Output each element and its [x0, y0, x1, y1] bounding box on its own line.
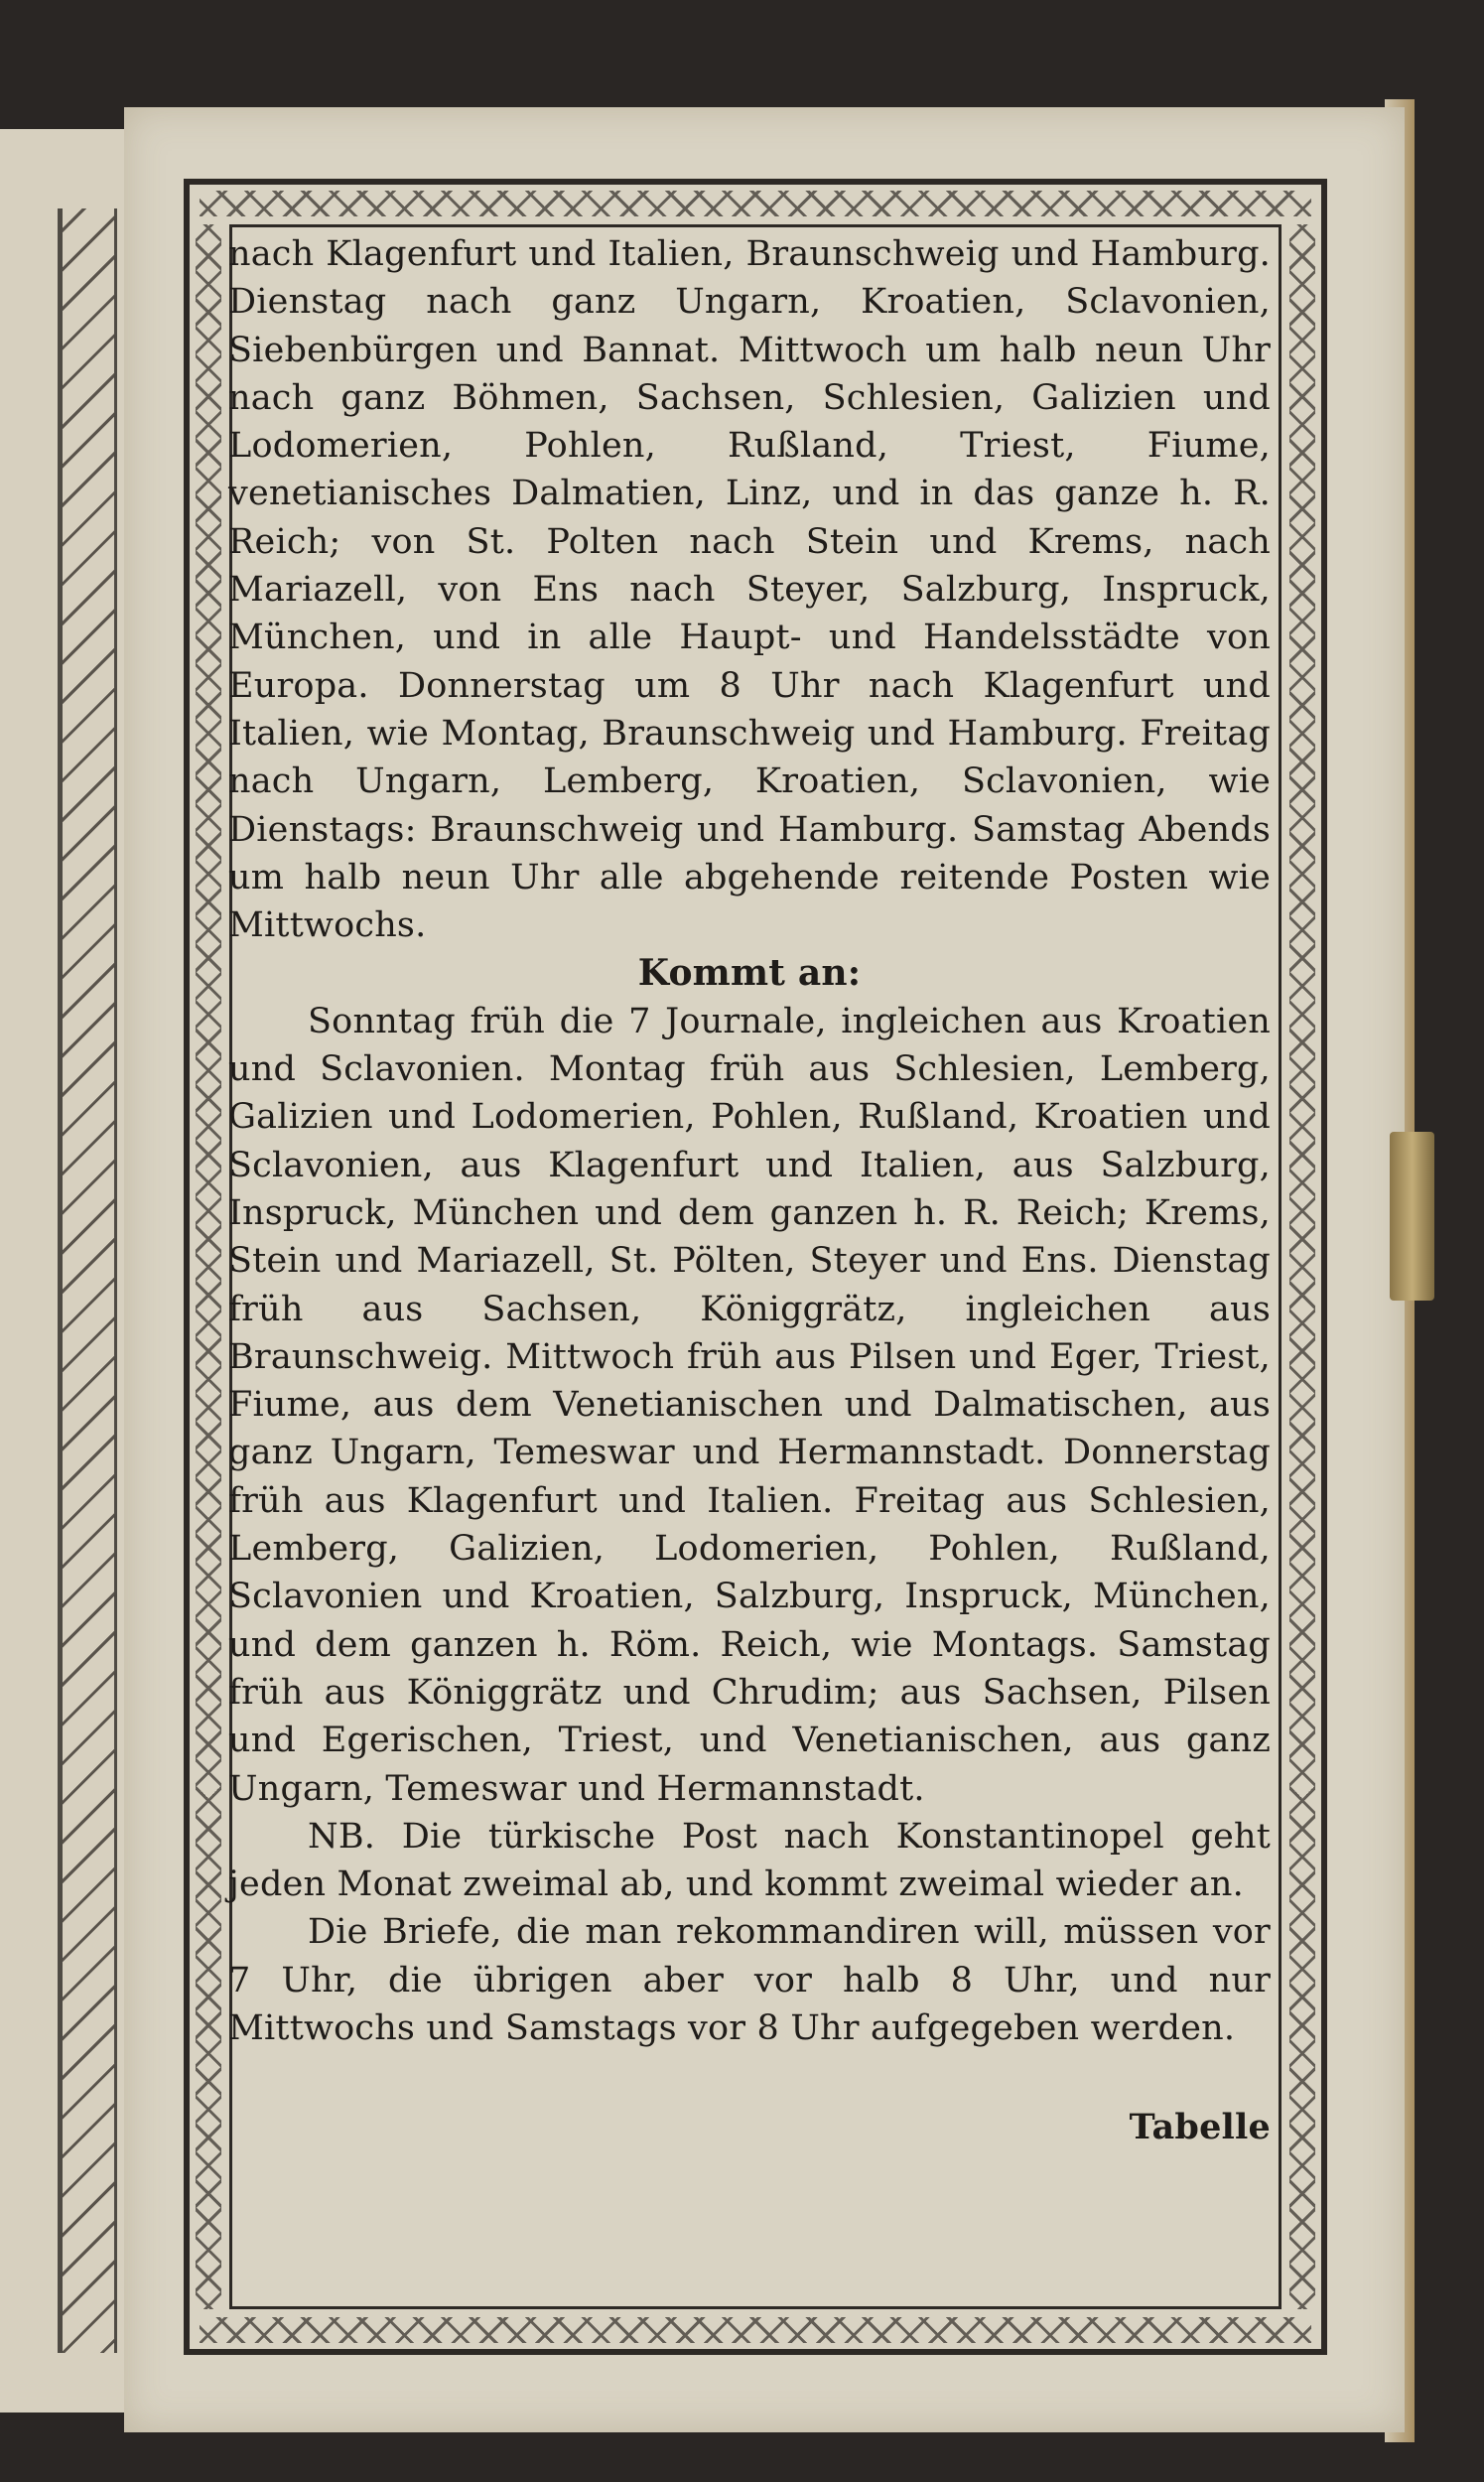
heading-arrivals: Kommt an:: [637, 952, 862, 995]
paragraph-letters: Die Briefe, die man rekommandiren will, müssen vor 7 Uhr, die übrigen aber vor halb 8 Uhr, und nur Mittwochs und Samstags vor 8 Uhr aufgegeben werden.: [228, 1912, 1271, 2048]
catchword: Tabelle: [1129, 2107, 1271, 2148]
paragraph-arrivals: Sonntag früh die 7 Journale, ingleichen aus Kroatien und Sclavonien. Montag früh aus Schlesien, Lemberg, Galizien und Lodomerien, Pohlen, Rußland, Kroatien und Sclavonien, aus Klagenfurt und Italien, aus Salzburg, Inspruck, München und dem ganzen h. R. Reich; Krems, Stein und Mariazell, St. Pölten, Steyer und Ens. Dienstag früh aus Sachsen, Königgrätz, ingleichen aus Braunschweig. Mittwoch früh aus Pilsen und Eger, Triest, Fiume, aus dem Venetianischen und Dalmatischen, aus ganz Ungarn, Temeswar und Hermannstadt. Donnerstag früh aus Klagenfurt und Italien. Freitag aus Schlesien, Lemberg, Galizien, Lodomerien, Pohlen, Rußland, Sclavonien und Kroatien, Salzburg, Inspruck, München, und dem ganzen h. Röm. Reich, wie Montags. Samstag früh aus Königgrätz und Chrudim; aus Sachsen, Pilsen und Egerischen, Triest, und Venetianischen, aus ganz Ungarn, Temeswar und Hermannstadt.: [228, 1001, 1271, 1809]
frame-ornament-right: [1289, 224, 1315, 2309]
book-clasp: [1390, 1132, 1434, 1301]
page-text: [228, 230, 1271, 2152]
frame-ornament-bottom: [200, 2317, 1311, 2343]
frame-ornament-left: [196, 224, 221, 2309]
facing-page: [0, 129, 135, 2413]
frame-ornament-top: [200, 191, 1311, 216]
facing-page-border-ornament: [58, 208, 117, 2353]
paragraph-departures: nach Klagenfurt und Italien, Braunschweig und Hamburg. Dienstag nach ganz Ungarn, Kroatien, Sclavonien, Siebenbürgen und Bannat. Mittwoch um halb neun Uhr nach ganz Böhmen, Sachsen, Schlesien, Galizien und Lodomerien, Pohlen, Rußland, Triest, Fiume, venetianisches Dalmatien, Linz, und in das ganze h. R. Reich; von St. Polten nach Stein und Krems, nach Mariazell, von Ens nach Steyer, Salzburg, Inspruck, München, und in alle Haupt- und Handelsstädte von Europa. Donnerstag um 8 Uhr nach Klagenfurt und Italien, wie Montag, Braunschweig und Hamburg. Freitag nach Ungarn, Lemberg, Kroatien, Sclavonien, wie Dienstags: Braunschweig und Hamburg. Samstag Abends um halb neun Uhr alle abgehende reitende Posten wie Mittwochs.: [228, 234, 1271, 946]
paragraph-nota-bene: NB. Die türkische Post nach Konstantinopel geht jeden Monat zweimal ab, und kommt zweimal wieder an.: [228, 1816, 1271, 1905]
